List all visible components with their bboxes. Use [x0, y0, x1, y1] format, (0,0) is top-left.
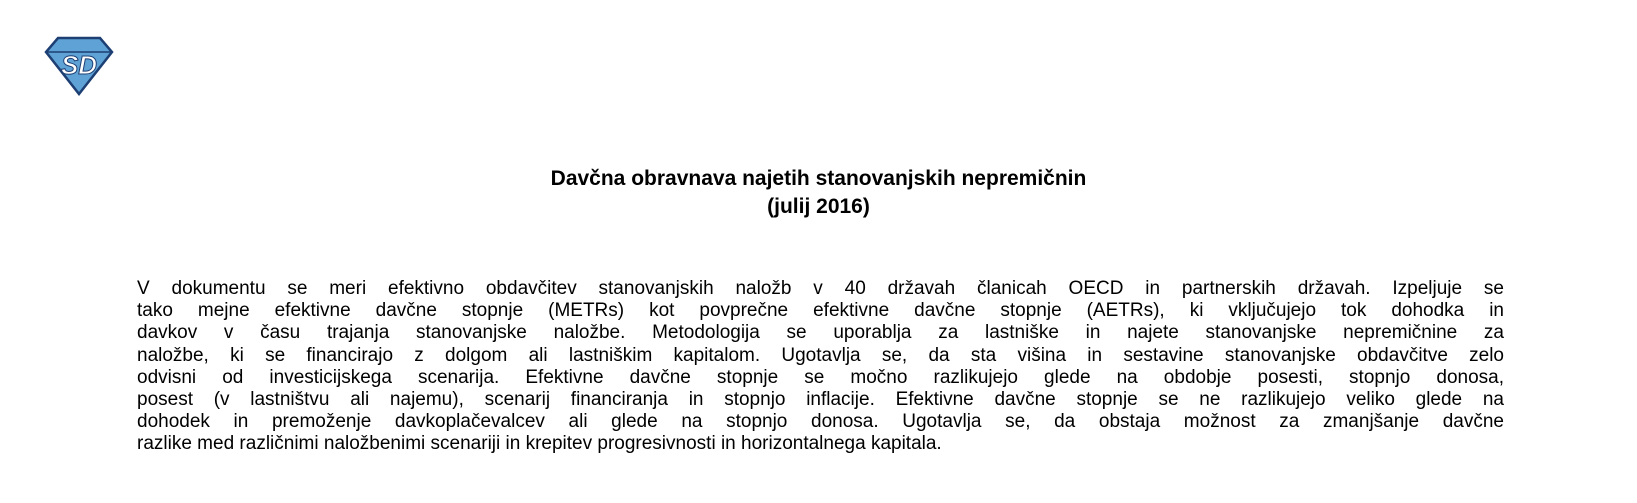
abstract-line: posest (v lastništvu ali najemu), scenarij financiranja in stopnjo inflacije. Efektivne davčne stopnje se ne razlikujejo veliko glede na [137, 389, 1504, 411]
sd-logo [44, 36, 114, 96]
abstract-paragraph [137, 278, 1504, 456]
abstract-line: odvisni od investicijskega scenarija. Efektivne davčne stopnje se močno razlikujejo glede na obdobje posesti, stopnjo donosa, [137, 366, 1504, 388]
abstract-line: naložbe, ki se financirajo z dolgom ali lastniškim kapitalom. Ugotavlja se, da sta višina in sestavine stanovanjske obdavčitve zelo [137, 344, 1504, 366]
abstract-line: davkov v času trajanja stanovanjske naložbe. Metodologija se uporablja za lastniške in najete stanovanjske nepremičnine za [137, 322, 1504, 344]
abstract-line: V dokumentu se meri efektivno obdavčitev stanovanjskih naložb v 40 državah članicah OECD in partnerskih državah. Izpeljuje se [137, 278, 1504, 299]
logo-text: SD [60, 50, 98, 80]
abstract-line: dohodek in premoženje davkoplačevalcev ali glede na stopnjo donosa. Ugotavlja se, da obstaja možnost za zmanjšanje davčne [137, 411, 1504, 433]
document-heading [0, 165, 1637, 221]
page-title: Davčna obravnava najetih stanovanjskih nepremičnin [550, 167, 1087, 190]
sd-shield-logo-icon [44, 36, 114, 96]
page-subtitle-date: (julij 2016) [767, 195, 870, 218]
abstract-line: tako mejne efektivne davčne stopnje (METRs) kot povprečne efektivne davčne stopnje (AETRs), ki vključujejo tok dohodka in [137, 300, 1504, 322]
abstract-line: razlike med različnimi naložbenimi scenariji in krepitev progresivnosti in horizontalnega kapitala. [137, 433, 942, 455]
